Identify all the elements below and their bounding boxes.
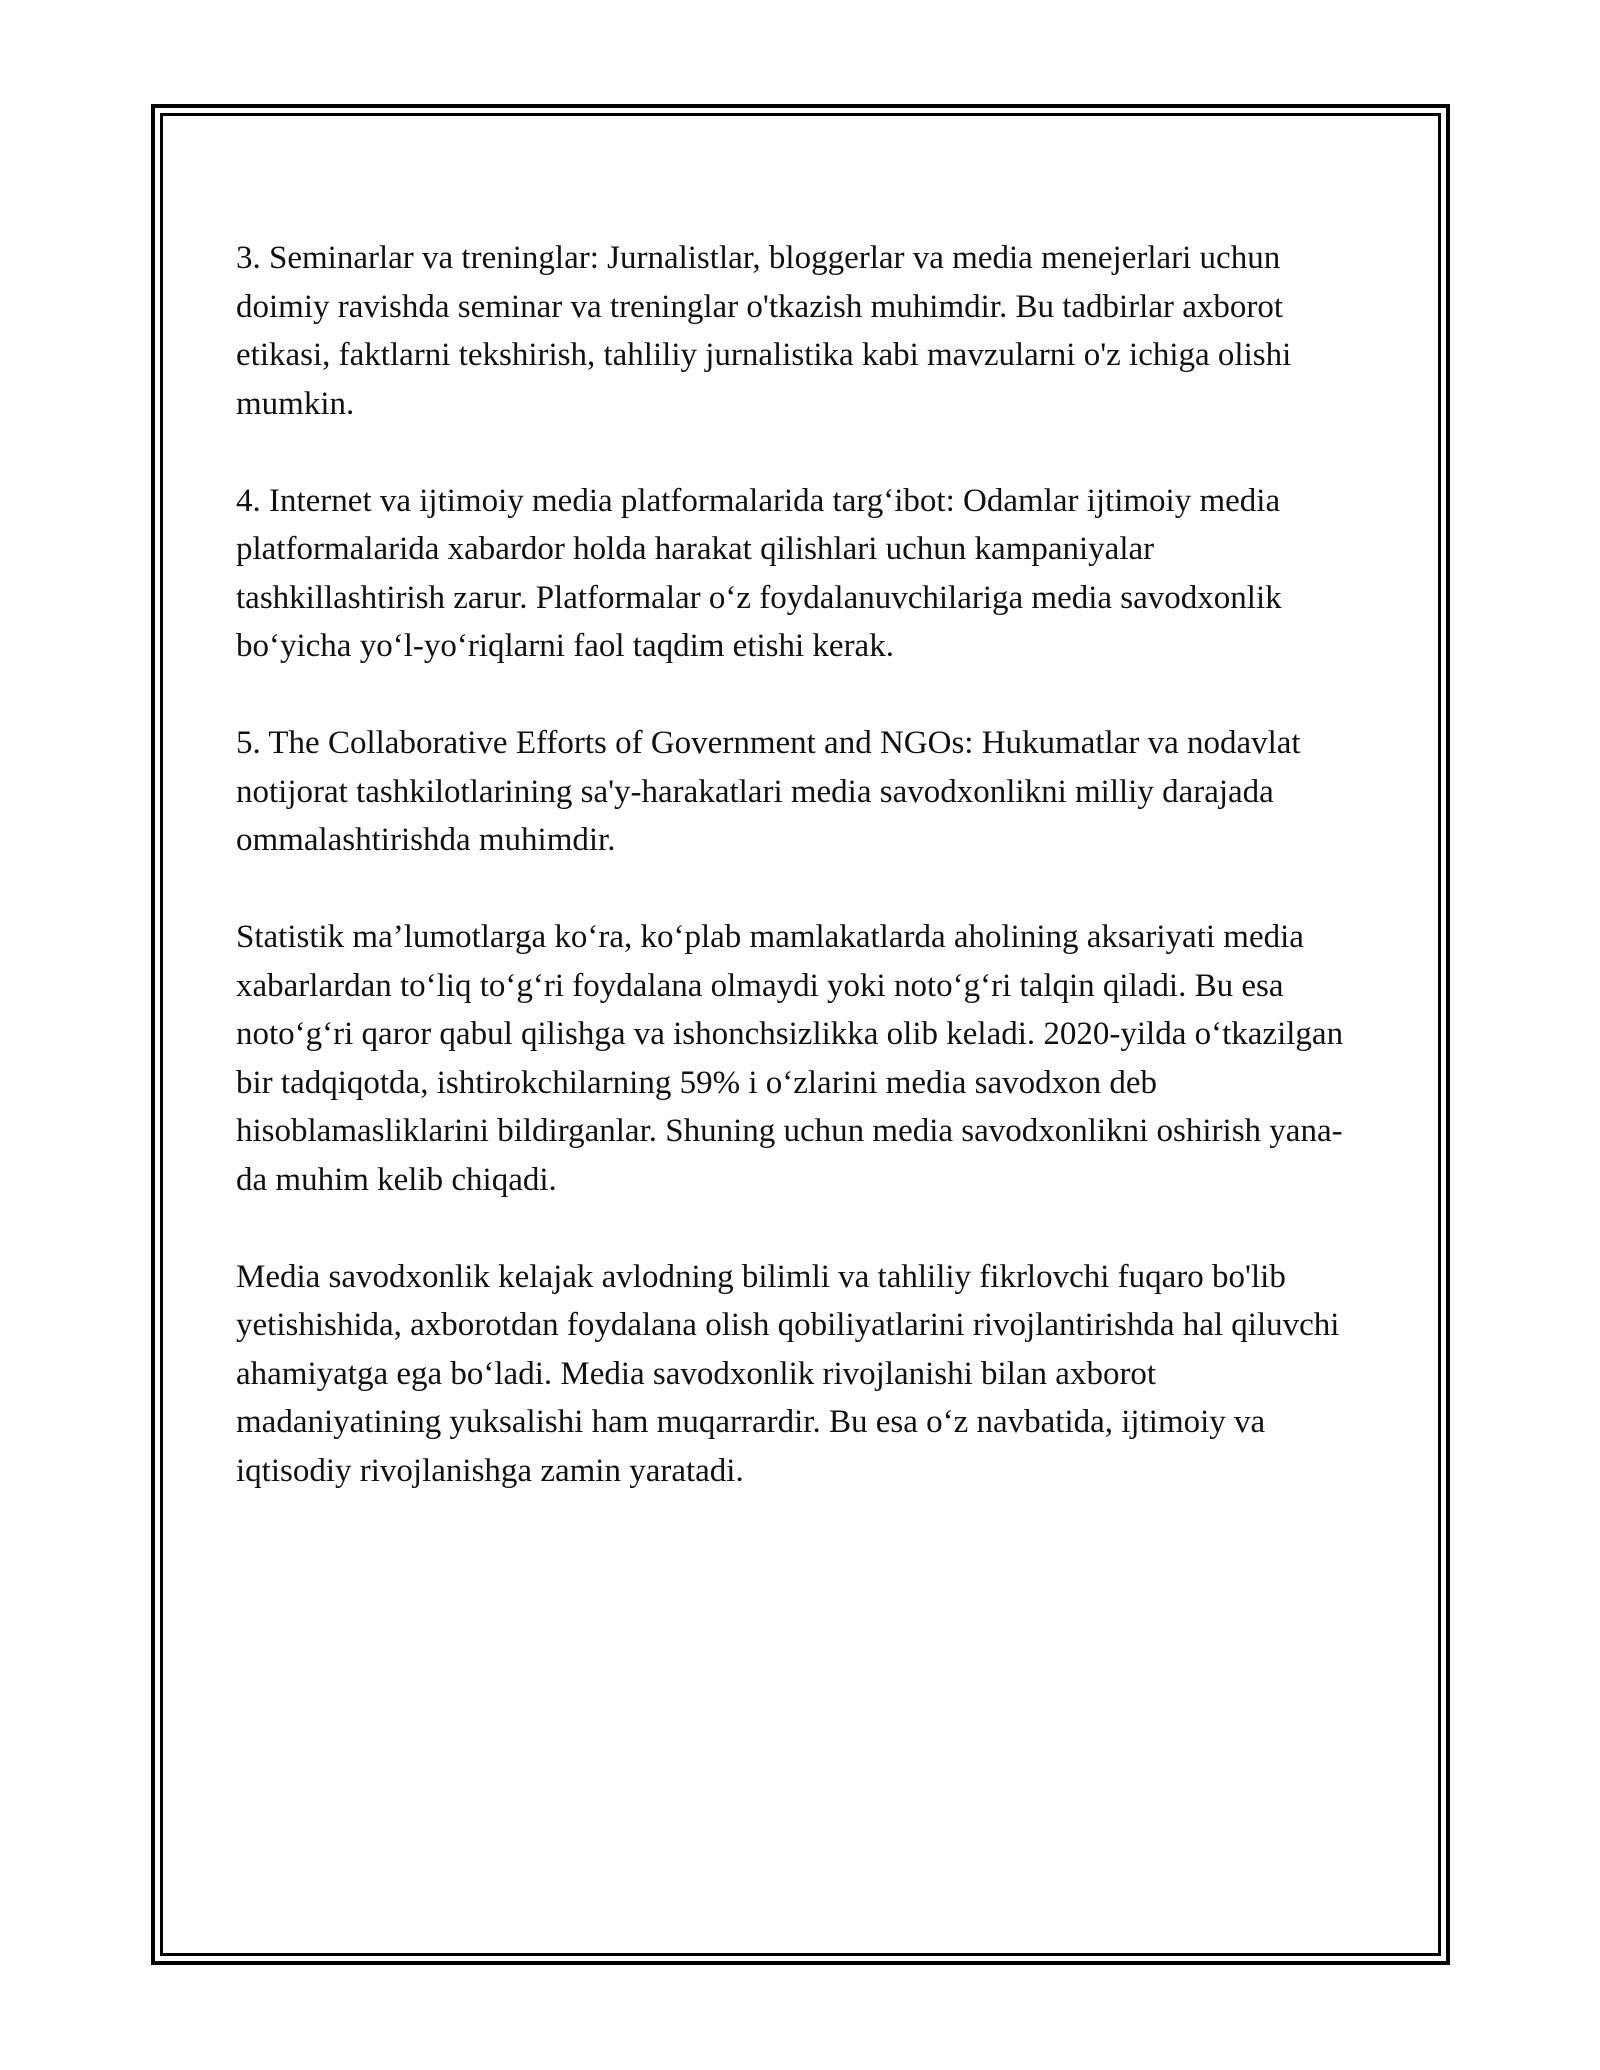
paragraph-government-ngos: 5. The Collaborative Efforts of Government and NGOs: Hukumatlar va nodavlat notijorat tashkilotlarining sa'y-harakatlari media savodxonlikni milliy darajada ommalashtirishda muhimdir. [236,725,1301,858]
paragraph-seminars: 3. Seminarlar va treninglar: Jurnalistlar, bloggerlar va media menejerlari uchun doimiy ravishda seminar va treninglar o'tkazish muhimdir. Bu tadbirlar axborot etikasi, faktlarni tekshirish, tahliliy jurnalistika kabi mavzularni o'z ichiga olishi mumkin. [236,240,1292,422]
paragraph-internet-media: 4. Internet va ijtimoiy media platformalarida targ‘ibot: Odamlar ijtimoiy media platformalarida xabardor holda harakat qilishlari uchun kampaniyalar tashkillashtirish zarur. Platformalar o‘z foydalanuvchilariga media savodxonlik bo‘yicha yo‘l-yo‘riqlarni faol taqdim etishi kerak. [236,482,1282,664]
paragraph-statistics: Statistik ma’lumotlarga ko‘ra, ko‘plab mamlakatlarda aholining aksariyati media xabarlardan to‘liq to‘g‘ri foydalana olmaydi yoki noto‘g‘ri talqin qiladi. Bu esa noto‘g‘ri qaror qabul qilishga va ishonchsizlikka olib keladi. 2020-yilda o‘tkazilgan bir tadqiqotda, ishtirokchilarning 59% i o‘zlarini media savodxon deb hisoblamasliklarini bildirganlar. Shuning uchun media savodxonlikni oshirish yana-da muhim kelib chiqadi. [236,919,1344,1198]
document-body [236,234,1366,1544]
paragraph-conclusion: Media savodxonlik kelajak avlodning bilimli va tahliliy fikrlovchi fuqaro bo'lib yetishishida, axborotdan foydalana olish qobiliyatlarini rivojlantirishda hal qiluvchi ahamiyatga ega bo‘ladi. Media savodxonlik rivojlanishi bilan axborot madaniyatining yuksalishi ham muqarrardir. Bu esa o‘z navbatida, ijtimoiy va iqtisodiy rivojlanishga zamin yaratadi. [236,1258,1340,1489]
